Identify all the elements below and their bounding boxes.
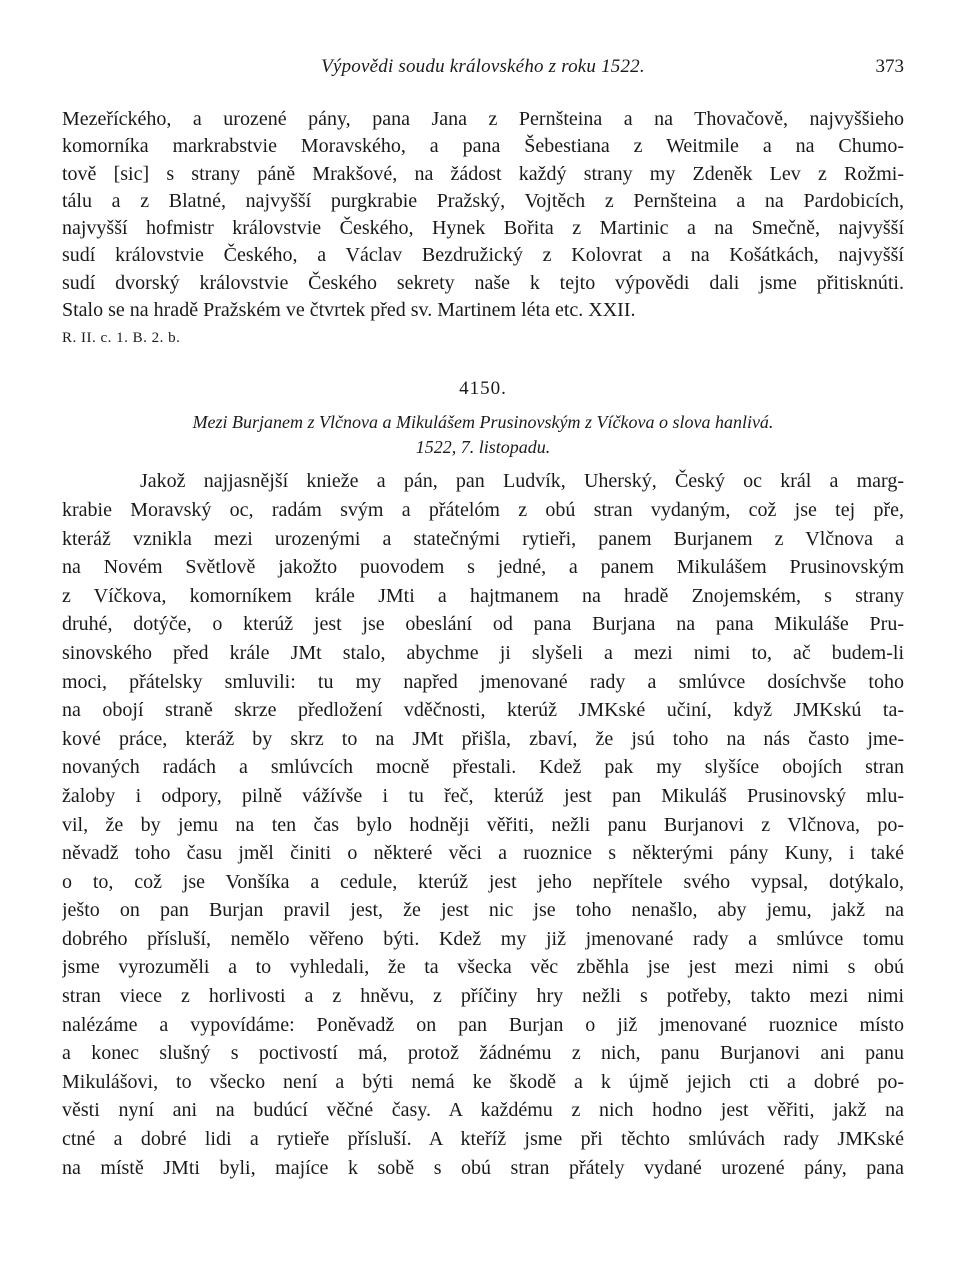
- text-line: druhé, dotýče, o kterúž jest jse obeslání od pana Burjana na pana Mikuláše Pru-: [62, 613, 904, 636]
- text-line: žaloby i odpory, pilně vážívše i tu řeč, kterúž jest pan Mikuláš Prusinovský mlu-: [62, 784, 904, 807]
- running-title: Výpovědi soudu královského z roku 1522.: [321, 56, 645, 77]
- text-line: tově [sic] s strany páně Mrakšové, na žádost každý strany my Zdeněk Lev z Rožmi-: [62, 162, 904, 185]
- document-heading: Mezi Burjanem z Vlčnova a Mikulášem Prusinovským z Víčkova o slova hanlivá.: [192, 412, 774, 433]
- text-line: Mikulášovi, to všecko není a býti nemá ke škodě a k újmě jejich cti a dobré po-: [62, 1070, 904, 1093]
- document-page: [62, 56, 904, 1182]
- document-date: 1522, 7. listopadu.: [415, 437, 551, 458]
- document-body: [62, 467, 904, 1182]
- text-line: komorníka markrabstvie Moravského, a pana Šebestiana z Weitmile a na Chumo-: [62, 135, 904, 158]
- source-note: R. II. c. 1. B. 2. b.: [62, 330, 181, 347]
- document-number: 4150.: [459, 378, 507, 400]
- text-line: jsme vyrozuměli a to vyhledali, že ta všecka věc zběhla jse jest mezi nimi s obú: [62, 956, 904, 979]
- text-line: ctné a dobré lidi a rytieře přísluší. A kteříž jsme při těchto smlúvách rady JMKské: [62, 1128, 904, 1151]
- text-line: kteráž vznikla mezi urozenými a statečnými rytieři, panem Burjanem z Vlčnova a: [62, 527, 904, 550]
- text-line: něvadž toho času jměl činiti o některé věci a ruoznice s některými pány Kuny, i také: [62, 842, 904, 865]
- text-line: krabie Moravský oc, radám svým a přátelóm z obú stran vydaným, což jse tej pře,: [62, 498, 904, 521]
- text-line: najvyšší hofmistr královstvie Českého, Hynek Bořita z Martinic a na Smečně, najvyšší: [62, 217, 904, 240]
- text-line: vil, že by jemu na ten čas bylo hodněji věřiti, nežli panu Burjanovi z Vlčnova, po-: [62, 813, 904, 836]
- text-line: moci, přátelsky smluvili: tu my napřed jmenované rady a smlúvce dosíchvše toho: [62, 670, 904, 693]
- text-line: ješto on pan Burjan pravil jest, že jest nic jse toho nenašlo, aby jemu, jakž na: [62, 899, 904, 922]
- running-header: [62, 56, 904, 80]
- text-line: z Víčkova, komorníkem krále JMti a hajtmanem na hradě Znojemském, s strany: [62, 584, 904, 607]
- text-line: věsti nyní ani na budúcí věčné časy. A každému z nich hodno jest věřiti, jakž na: [62, 1099, 904, 1122]
- text-line: dobrého přísluší, nemělo věřeno býti. Kdež my již jmenované rady a smlúvce tomu: [62, 927, 904, 950]
- text-line: a konec slušný s poctivostí má, protož žádnému z nich, panu Burjanovi ani panu: [62, 1042, 904, 1065]
- text-line: Mezeříckého, a urozené pány, pana Jana z Pernšteina a na Thovačově, najvyššieho: [62, 108, 904, 130]
- text-line: na místě JMti byli, majíce k sobě s obú stran přátely vydané urozené pány, pana: [62, 1156, 904, 1179]
- text-line: Stalo se na hradě Pražském ve čtvrtek před sv. Martinem léta etc. XXII.: [62, 299, 636, 322]
- continuation-paragraph: [62, 106, 904, 324]
- text-line: sudí královstvie Českého, a Václav Bezdružický z Kolovrat a na Košátkách, najvyšší: [62, 244, 904, 267]
- text-line: na obojí straně skrze předložení vděčnosti, kterúž JMKské učiní, když JMKskú ta-: [62, 699, 904, 722]
- text-line: kové práce, kteráž by skrz to na JMt přišla, zbaví, že jsú toho na nás často jme-: [62, 727, 904, 750]
- text-line: sudí dvorský královstvie Českého sekrety naše k tejto výpovědi dali jsme přitisknúti.: [62, 271, 904, 294]
- text-line: o to, což jse Vonšíka a cedule, kterúž jest jeho nepřítele svého vypsal, dotýkalo,: [62, 870, 904, 893]
- text-line: stran viece z horlivosti a z hněvu, z příčiny hry nežli s potřeby, takto mezi nimi: [62, 985, 904, 1008]
- page-number: 373: [875, 56, 904, 77]
- text-line: tálu a z Blatné, najvyšší purgkrabie Pražský, Vojtěch z Pernšteina a na Pardobicích,: [62, 189, 904, 212]
- text-line: Jakož najjasnější knieže a pán, pan Ludvík, Uherský, Český oc král a marg-: [140, 470, 904, 493]
- text-line: na Novém Světlově jakožto puovodem s jedné, a panem Mikulášem Prusinovským: [62, 556, 904, 579]
- text-line: nalézáme a vypovídáme: Poněvadž on pan Burjan o již jmenované ruoznice místo: [62, 1013, 904, 1036]
- text-line: novaných radách a smlúvcích mocně přestali. Kdež pak my slyšíce obojích stran: [62, 756, 904, 779]
- text-line: sinovského před krále JMt stalo, abychme ji slyšeli a mezi nimi to, ač budem-li: [62, 641, 904, 664]
